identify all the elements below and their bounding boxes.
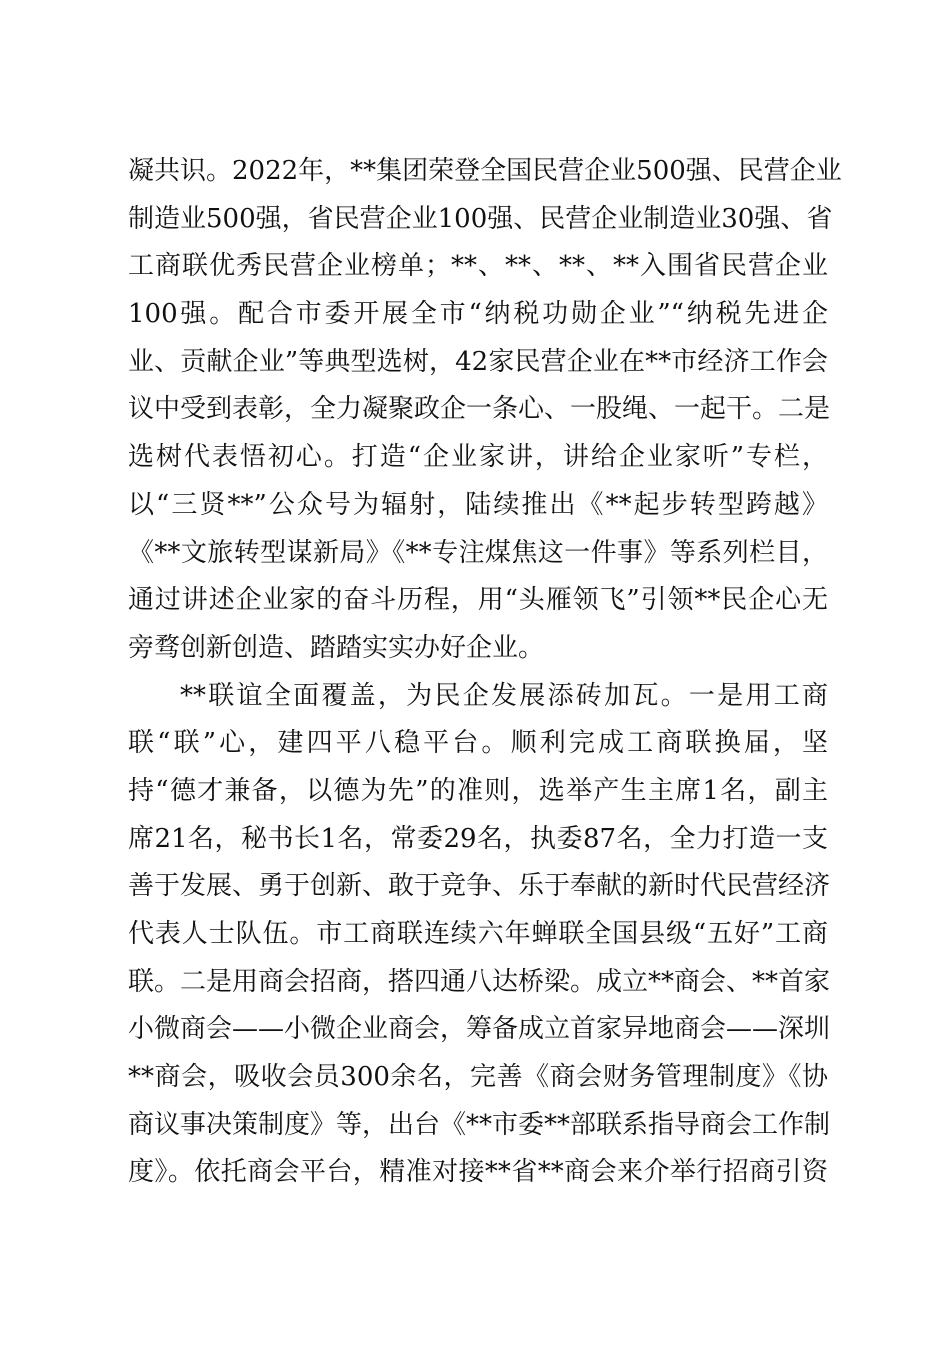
text-line: 选树代表悟初心。打造“企业家讲，讲给企业家听”专栏， <box>128 442 828 473</box>
text-line: 代表人士队伍。市工商联连续六年蝉联全国县级“五好”工商 <box>128 919 828 949</box>
text-line: 通过讲述企业家的奋斗历程，用“头雁领飞”引领**民企心无 <box>128 585 828 616</box>
text-line: 议中受到表彰，全力凝聚政企一条心、一股绳、一起干。二是 <box>128 394 831 425</box>
text-line: 《**文旅转型谋新局》《**专注煤焦这一件事》等系列栏目， <box>128 537 828 568</box>
text-line: **联谊全面覆盖，为民企发展添砖加瓦。一是用工商 <box>180 680 828 711</box>
text-line: 联“联”心，建四平八稳平台。顺利完成工商联换届，坚 <box>128 728 828 759</box>
text-line: 制造业500强，省民营企业100强、民营企业制造业30强、省 <box>128 203 833 234</box>
text-line: 持“德才兼备，以德为先”的准则，选举产生主席1名，副主 <box>128 775 828 806</box>
text-line: 凝共识。2022年，**集团荣登全国民营企业500强、民营企业 <box>128 156 842 186</box>
text-line: 工商联优秀民营企业榜单；**、**、**、**入围省民营企业 <box>128 251 828 282</box>
text-line: 商议事决策制度》等，出台《**市委**部联系指导商会工作制 <box>128 1109 831 1140</box>
text-line: 以“三贤**”公众号为辐射，陆续推出《**起步转型跨越》 <box>128 489 828 520</box>
text-line: **商会，吸收会员300余名，完善《商会财务管理制度》《协 <box>128 1062 828 1093</box>
text-line: 旁骛创新创造、踏踏实实办好企业。 <box>128 632 545 663</box>
text-line: 100强。配合市委开展全市“纳税功勋企业”“纳税先进企 <box>128 299 828 330</box>
paragraph-2 <box>128 673 831 1198</box>
text-line: 善于发展、勇于创新、敢于竞争、乐于奉献的新时代民营经济 <box>128 871 831 902</box>
text-line: 业、贡献企业”等典型选树，42家民营企业在**市经济工作会 <box>128 346 828 377</box>
body-text <box>128 148 842 1197</box>
text-line: 席21名，秘书长1名，常委29名，执委87名，全力打造一支 <box>128 823 828 854</box>
paragraph-1 <box>128 148 842 673</box>
text-line: 小微商会——小微企业商会，筹备成立首家异地商会——深圳 <box>128 1014 831 1045</box>
text-line: 度》。依托商会平台，精准对接**省**商会来介举行招商引资 <box>128 1157 828 1188</box>
text-line: 联。二是用商会招商，搭四通八达桥梁。成立**商会、**首家 <box>128 966 831 997</box>
